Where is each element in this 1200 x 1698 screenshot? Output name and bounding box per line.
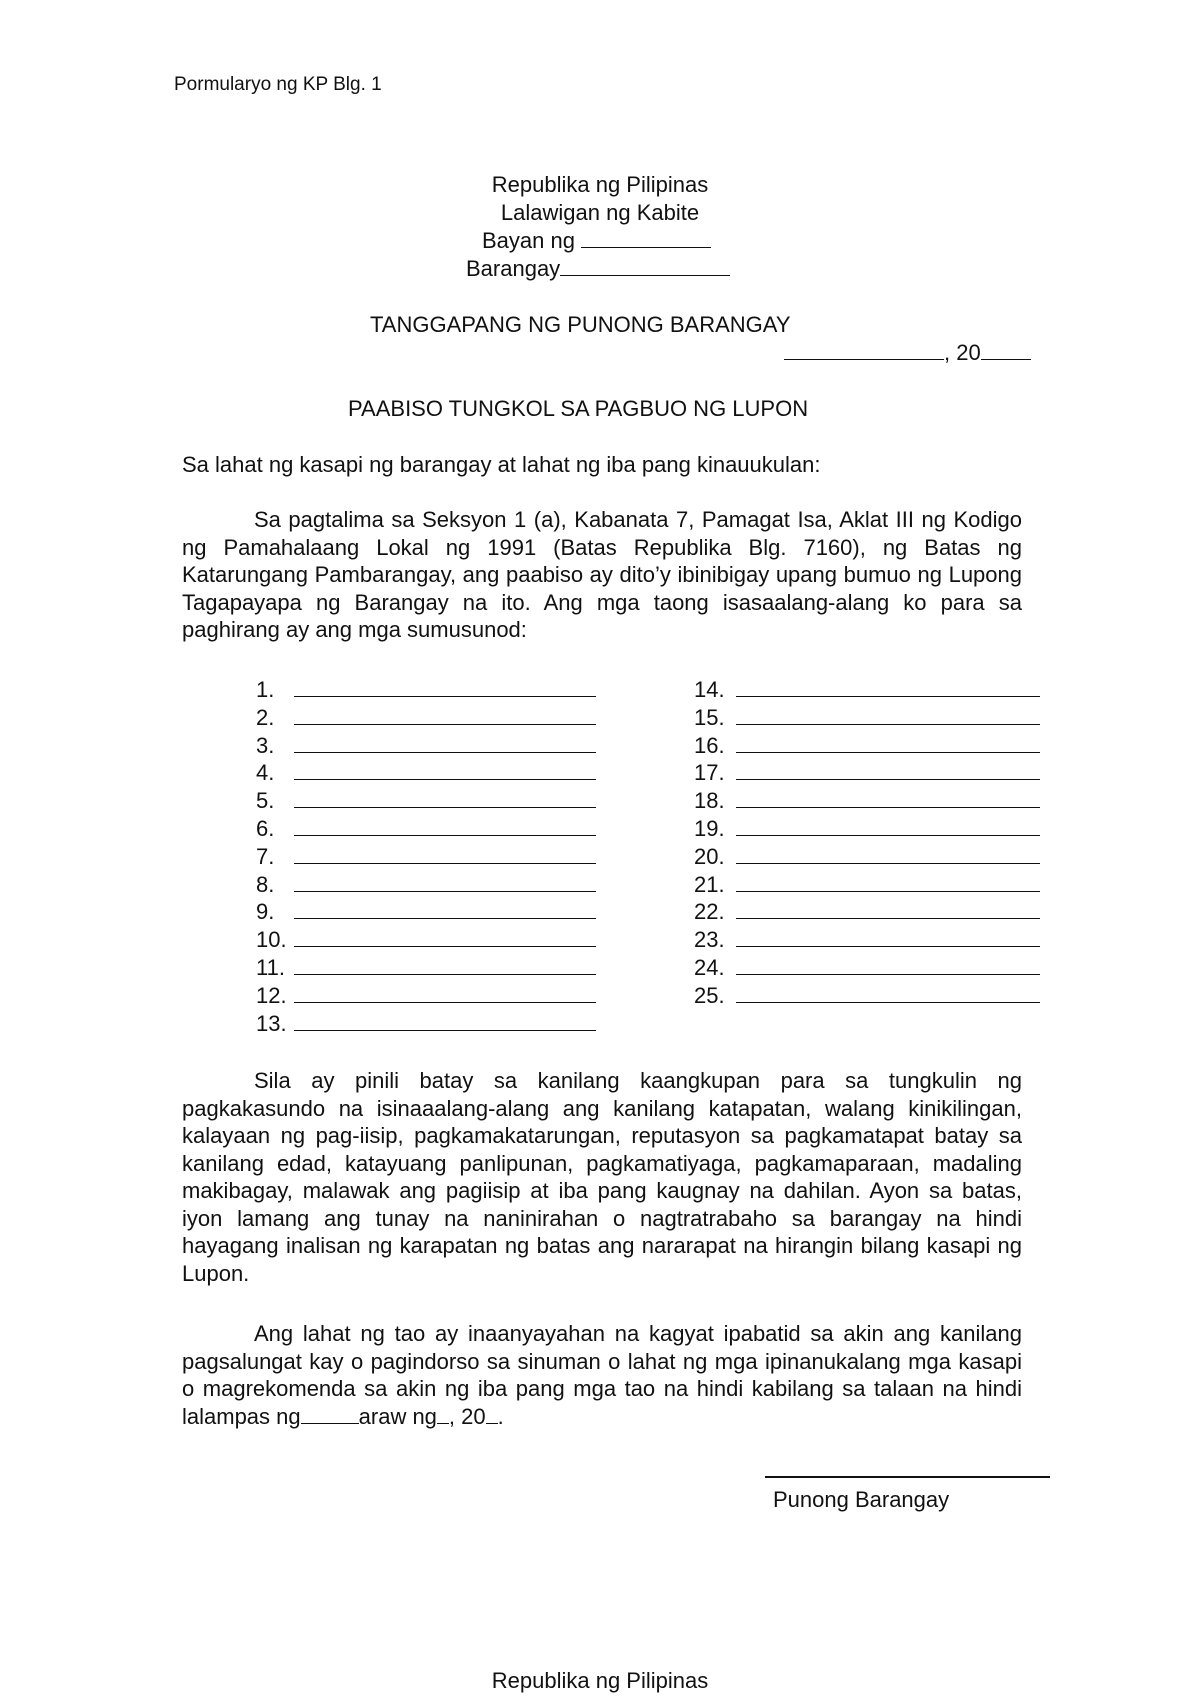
list-item — [694, 704, 1040, 732]
list-right-column — [694, 676, 1040, 1010]
paragraph-intro: Sa pagtalima sa Seksyon 1 (a), Kabanata 7, Pamagat Isa, Aklat III ng Kodigo ng Pamahalaang Lokal ng 1991 (Batas Republika Blg. 7160), ng Batas ng Katarungang Pambarangay, ang paabiso ay dito’y ibinibigay upang bumuo ng Lupong Tagapayapa ng Barangay na ito. Ang mga taong isasaalang-alang ko para sa paghirang ay ang mga sumusunod: — [182, 507, 1022, 642]
invitation-year-blank[interactable] — [486, 1423, 498, 1424]
list-item-number: 21. — [694, 871, 725, 897]
list-item — [694, 676, 1040, 704]
list-item-number: 10. — [256, 927, 287, 953]
date-year-prefix: , 20 — [944, 340, 981, 365]
list-item — [694, 732, 1040, 760]
list-item-blank[interactable] — [736, 706, 1040, 725]
list-item-number: 23. — [694, 927, 725, 953]
list-item — [694, 871, 1040, 899]
municipality-blank[interactable] — [581, 247, 711, 248]
invitation-year: , 20 — [448, 1403, 486, 1429]
list-item-blank[interactable] — [294, 984, 596, 1003]
list-item — [256, 787, 596, 815]
header-municipality — [482, 227, 711, 255]
barangay-blank[interactable] — [560, 275, 730, 276]
list-item — [256, 732, 596, 760]
list-item — [256, 982, 596, 1010]
document-title: PAABISO TUNGKOL SA PAGBUO NG LUPON — [348, 396, 809, 421]
list-item-number: 7. — [256, 843, 275, 869]
list-item-blank[interactable] — [736, 928, 1040, 947]
month-blank[interactable] — [437, 1423, 449, 1424]
list-item — [694, 926, 1040, 954]
list-item-blank[interactable] — [736, 817, 1040, 836]
list-item-blank[interactable] — [294, 761, 596, 780]
form-number-label: Pormularyo ng KP Blg. 1 — [174, 74, 382, 95]
list-item-number: 4. — [256, 760, 275, 786]
list-item-number: 17. — [694, 760, 725, 786]
paragraph-invitation — [182, 1320, 1022, 1430]
list-item-number: 8. — [256, 871, 275, 897]
list-item-blank[interactable] — [294, 789, 596, 808]
barangay-label: Barangay — [466, 256, 561, 281]
signature-label: Punong Barangay — [773, 1487, 950, 1512]
days-blank[interactable] — [301, 1423, 359, 1424]
list-item-number: 13. — [256, 1010, 287, 1036]
list-item-number: 18. — [694, 788, 725, 814]
list-item-number: 25. — [694, 982, 725, 1008]
list-item — [256, 843, 596, 871]
list-item-blank[interactable] — [294, 900, 596, 919]
list-item — [256, 926, 596, 954]
list-item — [256, 898, 596, 926]
list-item-blank[interactable] — [736, 845, 1040, 864]
signature-line[interactable] — [765, 1476, 1050, 1478]
list-item-blank[interactable] — [294, 817, 596, 836]
invitation-text: Ang lahat ng tao ay inaanyayahan na kagyat ipabatid sa akin ang kanilang pagsalungat kay o pagindorso sa sinuman o lahat ng mga ipinanukalang mga kasapi o magrekomenda sa akin ng iba pang mga tao na hindi kabilang sa talaan na hindi lalampas ng — [182, 1321, 1022, 1429]
list-item — [694, 982, 1040, 1010]
date-line — [784, 339, 1031, 367]
list-item-number: 19. — [694, 815, 725, 841]
list-item-number: 12. — [256, 982, 287, 1008]
list-item-number: 22. — [694, 899, 725, 925]
header-republic: Republika ng Pilipinas — [491, 172, 709, 197]
list-item-blank[interactable] — [294, 956, 596, 975]
year-blank[interactable] — [981, 359, 1031, 360]
list-item-blank[interactable] — [736, 873, 1040, 892]
invitation-end: . — [497, 1403, 504, 1429]
list-item-blank[interactable] — [736, 761, 1040, 780]
list-item-blank[interactable] — [736, 900, 1040, 919]
list-item — [256, 1010, 596, 1038]
list-item-number: 14. — [694, 677, 725, 702]
list-item — [694, 787, 1040, 815]
list-item-blank[interactable] — [294, 1012, 596, 1031]
list-item-number: 24. — [694, 954, 725, 980]
invitation-mid: araw ng — [358, 1403, 437, 1429]
list-item — [694, 815, 1040, 843]
list-item — [256, 704, 596, 732]
list-item — [256, 676, 596, 704]
list-item — [694, 759, 1040, 787]
list-item-number: 11. — [256, 954, 285, 980]
list-left-column — [256, 676, 596, 1037]
list-item-number: 6. — [256, 815, 275, 841]
list-item-blank[interactable] — [294, 678, 596, 697]
list-item-number: 15. — [694, 704, 725, 730]
list-item — [256, 759, 596, 787]
list-item-blank[interactable] — [294, 845, 596, 864]
list-item-blank[interactable] — [294, 706, 596, 725]
list-item — [694, 954, 1040, 982]
header-province: Lalawigan ng Kabite — [500, 200, 700, 225]
list-item-number: 16. — [694, 732, 725, 758]
list-item-blank[interactable] — [294, 734, 596, 753]
list-item-blank[interactable] — [736, 678, 1040, 697]
list-item-number: 9. — [256, 899, 275, 925]
list-item-blank[interactable] — [736, 789, 1040, 808]
list-item-number: 20. — [694, 843, 725, 869]
list-item-number: 5. — [256, 788, 275, 814]
list-item — [256, 815, 596, 843]
list-item-blank[interactable] — [736, 734, 1040, 753]
list-item-blank[interactable] — [294, 873, 596, 892]
list-item — [256, 954, 596, 982]
list-item-number: 2. — [256, 704, 275, 730]
list-item-blank[interactable] — [294, 928, 596, 947]
list-item-blank[interactable] — [736, 956, 1040, 975]
list-item-number: 1. — [256, 677, 275, 702]
list-item — [694, 843, 1040, 871]
office-title: TANGGAPANG NG PUNONG BARANGAY — [370, 312, 791, 337]
list-item-blank[interactable] — [736, 984, 1040, 1003]
paragraph-qualifications: Sila ay pinili batay sa kanilang kaangkupan para sa tungkulin ng pagkakasundo na isinaaalang-alang ang kanilang katapatan, walang kinikilingan, kalayaan ng pag-iisip, pagkamakatarungan, reputasyon sa pagkamatapat batay sa kanilang edad, katayuang panlipunan, pagkamatiyaga, pagkamaparaan, madaling makibagay, malawak ang pagiisip at iba pang kaugnay na dahilan. Ayon sa batas, iyon lamang ang tunay na naninirahan o nagtratrabaho sa barangay na hindi hayagang inalisan ng karapatan ng batas ang nararapat na hirangin bilang kasapi ng Lupon. — [182, 1068, 1022, 1286]
footer-republic: Republika ng Pilipinas — [491, 1668, 709, 1693]
municipality-label: Bayan ng — [482, 228, 575, 253]
list-item-number: 3. — [256, 732, 275, 758]
list-item — [256, 871, 596, 899]
salutation: Sa lahat ng kasapi ng barangay at lahat ng iba pang kinauukulan: — [182, 452, 821, 477]
header-barangay — [466, 255, 730, 283]
date-blank[interactable] — [784, 359, 944, 360]
list-item — [694, 898, 1040, 926]
